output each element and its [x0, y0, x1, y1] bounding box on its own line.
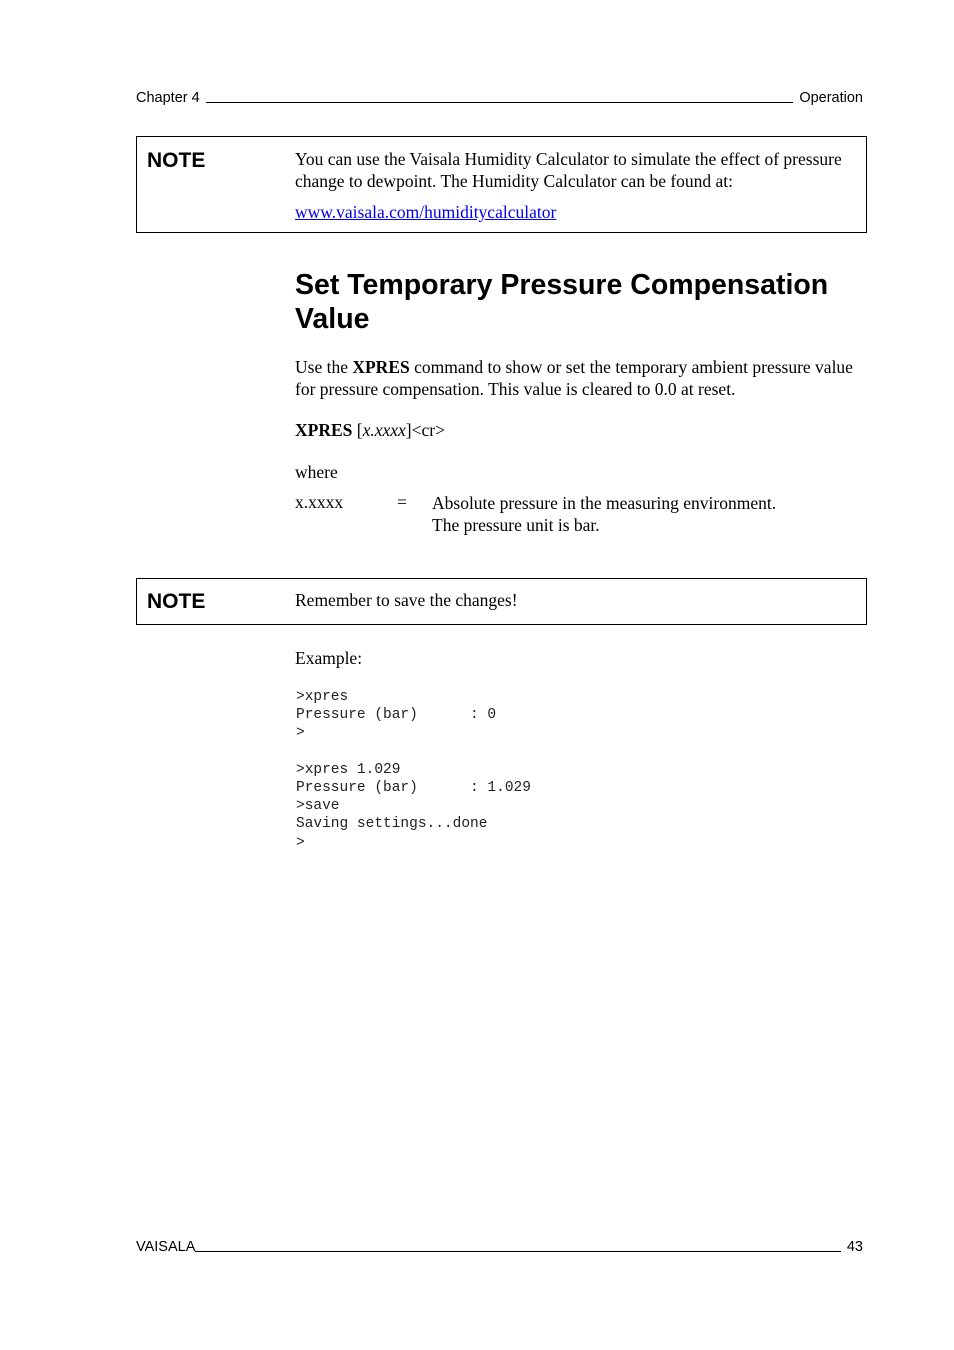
code-line: >: [296, 834, 305, 851]
param-equals: =: [397, 492, 407, 512]
code-line: >xpres: [296, 689, 349, 705]
command-syntax: [295, 419, 865, 441]
footer-rule: [195, 1251, 840, 1252]
note-label: NOTE: [147, 149, 206, 172]
param-description-line-1: Absolute pressure in the measuring environment.: [432, 493, 777, 513]
header-rule: [206, 102, 794, 103]
intro-command: XPRES: [352, 357, 410, 377]
example-label: Example:: [295, 648, 363, 668]
code-line: >save: [296, 798, 340, 815]
syntax-command: XPRES: [295, 420, 353, 440]
section-title: Set Temporary Pressure Compensation Value: [295, 269, 829, 335]
footer-brand: VAISALA: [136, 1239, 196, 1255]
page-footer: [136, 1239, 863, 1255]
code-line: >: [296, 725, 305, 742]
header-section: Operation: [799, 90, 863, 106]
page-number: 43: [846, 1239, 863, 1255]
note-body: You can use the Vaisala Humidity Calculator to simulate the effect of pressure change to dewpoint. The Humidity Calculator can be found at:: [295, 149, 842, 191]
humidity-calculator-link[interactable]: www.vaisala.com/humiditycalculator: [295, 202, 557, 222]
code-line: [296, 743, 531, 761]
code-line: Saving settings...done: [296, 816, 488, 833]
code-line: Pressure (bar) : 1.029: [296, 780, 531, 797]
note-label: NOTE: [147, 590, 206, 613]
syntax-close: ]<cr>: [405, 420, 445, 440]
where-label: where: [295, 462, 338, 482]
code-line: Pressure (bar) : 0: [296, 707, 497, 724]
intro-text-start: Use the: [295, 357, 353, 377]
syntax-param: x.xxxx: [362, 420, 406, 440]
syntax-open: [: [352, 420, 363, 440]
note-text: Remember to save the changes!: [295, 590, 518, 610]
param-name: x.xxxx: [295, 492, 344, 512]
page-header: [136, 90, 863, 106]
intro-paragraph: [295, 356, 865, 400]
note-text: [295, 148, 855, 223]
code-line: >xpres 1.029: [296, 761, 401, 778]
intro-text-end: command to show or set the temporary ambient pressure value for pressure compensation. This value is cleared to 0.0 at reset.: [295, 357, 853, 399]
header-chapter: Chapter 4: [136, 90, 200, 106]
note-box-save: [136, 578, 867, 625]
param-description-line-2: The pressure unit is bar.: [432, 515, 600, 535]
note-box-humidity-calculator: [136, 136, 867, 233]
param-description: [432, 492, 862, 536]
example-code-block: [296, 688, 531, 852]
